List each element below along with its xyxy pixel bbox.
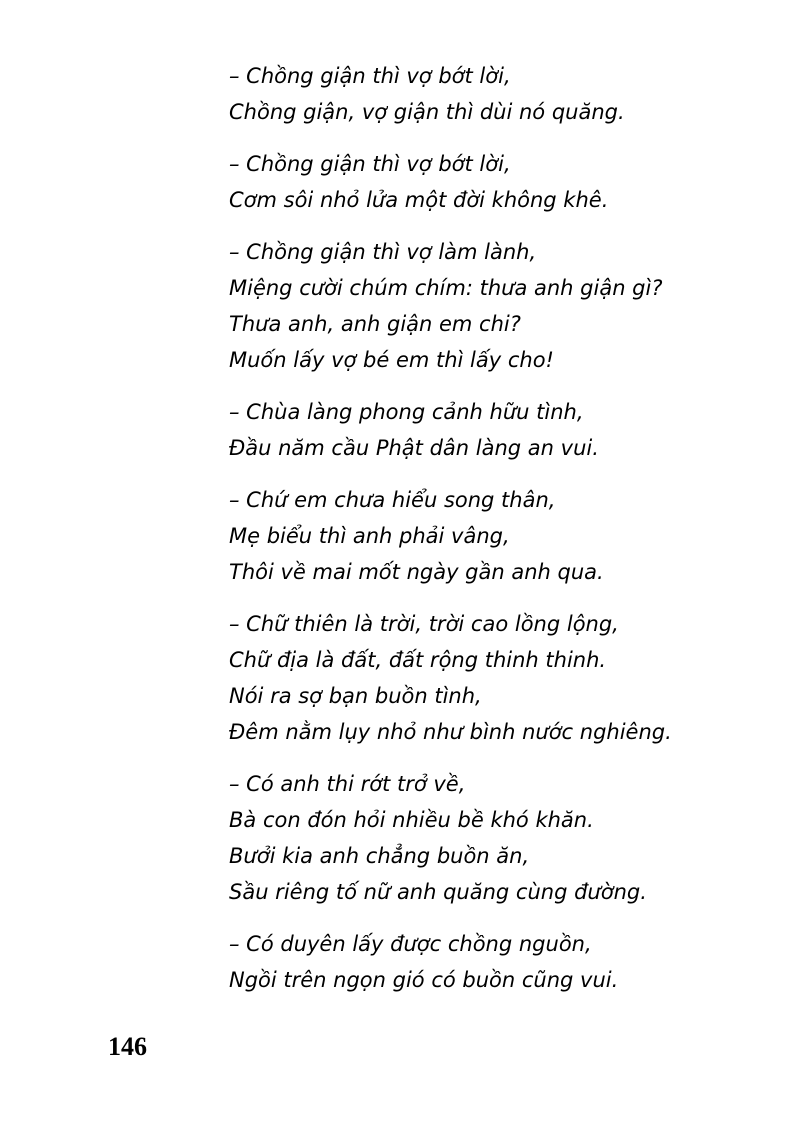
- poem-line: Muốn lấy vợ bé em thì lấy cho!: [229, 348, 554, 372]
- poem-line: – Có anh thi rớt trở về,: [229, 772, 466, 796]
- stanza: [229, 482, 769, 590]
- stanza: [229, 606, 769, 750]
- poem-line: Sầu riêng tố nữ anh quăng cùng đường.: [229, 880, 647, 904]
- poem-line: Đầu năm cầu Phật dân làng an vui.: [229, 436, 599, 460]
- stanza: [229, 766, 769, 910]
- page-number: 146: [108, 1032, 147, 1061]
- poem-line: Thôi về mai mốt ngày gần anh qua.: [229, 560, 604, 584]
- poem-line: – Chồng giận thì vợ làm lành,: [229, 240, 537, 264]
- poem-line: Đêm nằm lụy nhỏ như bình nước nghiêng.: [229, 720, 672, 744]
- poem-line: Chồng giận, vợ giận thì dùi nó quăng.: [229, 100, 625, 124]
- stanza: [229, 926, 769, 998]
- poem-line: Cơm sôi nhỏ lửa một đời không khê.: [229, 188, 609, 212]
- poem-line: – Có duyên lấy được chồng nguồn,: [229, 932, 592, 956]
- stanza: [229, 234, 769, 378]
- poem-line: Miệng cười chúm chím: thưa anh giận gì?: [229, 276, 663, 300]
- poem-line: Ngồi trên ngọn gió có buồn cũng vui.: [229, 968, 619, 992]
- poem-line: Mẹ biểu thì anh phải vâng,: [229, 524, 510, 548]
- stanza: [229, 394, 769, 466]
- poem-line: – Chữ thiên là trời, trời cao lồng lộng,: [229, 612, 619, 636]
- poem-body: [229, 58, 769, 1014]
- poem-line: Bưởi kia anh chẳng buồn ăn,: [229, 844, 530, 868]
- poem-line: Bà con đón hỏi nhiều bề khó khăn.: [229, 808, 594, 832]
- stanza: [229, 146, 769, 218]
- poem-line: – Chùa làng phong cảnh hữu tình,: [229, 400, 584, 424]
- poem-line: – Chứ em chưa hiểu song thân,: [229, 488, 556, 512]
- poem-line: Chữ địa là đất, đất rộng thinh thinh.: [229, 648, 607, 672]
- poem-line: – Chồng giận thì vợ bớt lời,: [229, 152, 511, 176]
- poem-line: Thưa anh, anh giận em chi?: [229, 312, 521, 336]
- stanza: [229, 58, 769, 130]
- poem-line: Nói ra sợ bạn buồn tình,: [229, 684, 482, 708]
- poem-line: – Chồng giận thì vợ bớt lời,: [229, 64, 511, 88]
